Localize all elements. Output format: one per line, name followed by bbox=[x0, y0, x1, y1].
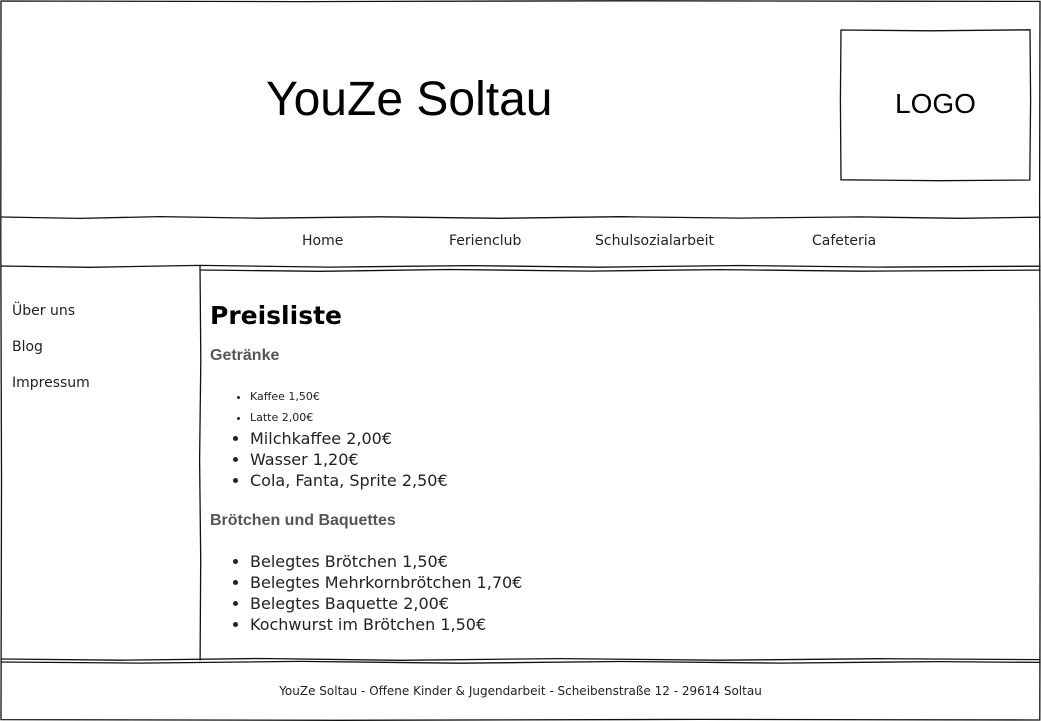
footer-address: YouZe Soltau - Offene Kinder & Jugendarbeit - Scheibenstraße 12 - 29614 Soltau bbox=[279, 684, 762, 698]
nav-divider-top bbox=[1, 265, 1040, 267]
main-content bbox=[210, 300, 1030, 635]
sidebar-divider bbox=[200, 266, 201, 660]
list-item: • Milchkaffee 2,00€ bbox=[250, 428, 1030, 449]
section-heading-getraenke: Getränke bbox=[210, 347, 280, 364]
sidebar-item-impressum[interactable]: Impressum bbox=[12, 375, 90, 391]
logo-placeholder bbox=[841, 30, 1030, 180]
list-item: • Kochwurst im Brötchen 1,50€ bbox=[250, 614, 1030, 635]
logo-label: LOGO bbox=[895, 88, 976, 119]
list-item: • Wasser 1,20€ bbox=[250, 449, 1030, 470]
list-item: • Kaffee 1,50€ bbox=[250, 386, 1030, 407]
nav-item-ferienclub[interactable]: Ferienclub bbox=[449, 233, 522, 249]
nav-divider-bottom bbox=[200, 270, 1040, 272]
list-item: • Belegtes Brötchen 1,50€ bbox=[250, 551, 1030, 572]
sidebar-item-ueber-uns[interactable]: Über uns bbox=[12, 303, 75, 319]
sidebar bbox=[12, 302, 192, 410]
sidebar-item-blog[interactable]: Blog bbox=[12, 339, 43, 355]
nav-item-cafeteria[interactable]: Cafeteria bbox=[812, 233, 877, 249]
list-item: • Belegtes Baquette 2,00€ bbox=[250, 593, 1030, 614]
header-divider bbox=[1, 217, 1040, 219]
main-navigation bbox=[0, 232, 1041, 252]
price-list-broetchen bbox=[210, 551, 1030, 635]
list-item: • Belegtes Mehrkornbrötchen 1,70€ bbox=[250, 572, 1030, 593]
list-item: • Latte 2,00€ bbox=[250, 407, 1030, 428]
footer-divider-top bbox=[1, 659, 1040, 661]
site-title: YouZe Soltau bbox=[266, 73, 553, 126]
section-heading-broetchen: Brötchen und Baquettes bbox=[210, 512, 396, 529]
footer-divider-bottom bbox=[1, 661, 1040, 663]
page-title: Preisliste bbox=[210, 301, 342, 330]
list-item: • Cola, Fanta, Sprite 2,50€ bbox=[250, 470, 1030, 491]
price-list-getraenke bbox=[210, 386, 1030, 491]
nav-item-schulsozialarbeit[interactable]: Schulsozialarbeit bbox=[595, 233, 714, 249]
nav-item-home[interactable]: Home bbox=[302, 233, 344, 249]
